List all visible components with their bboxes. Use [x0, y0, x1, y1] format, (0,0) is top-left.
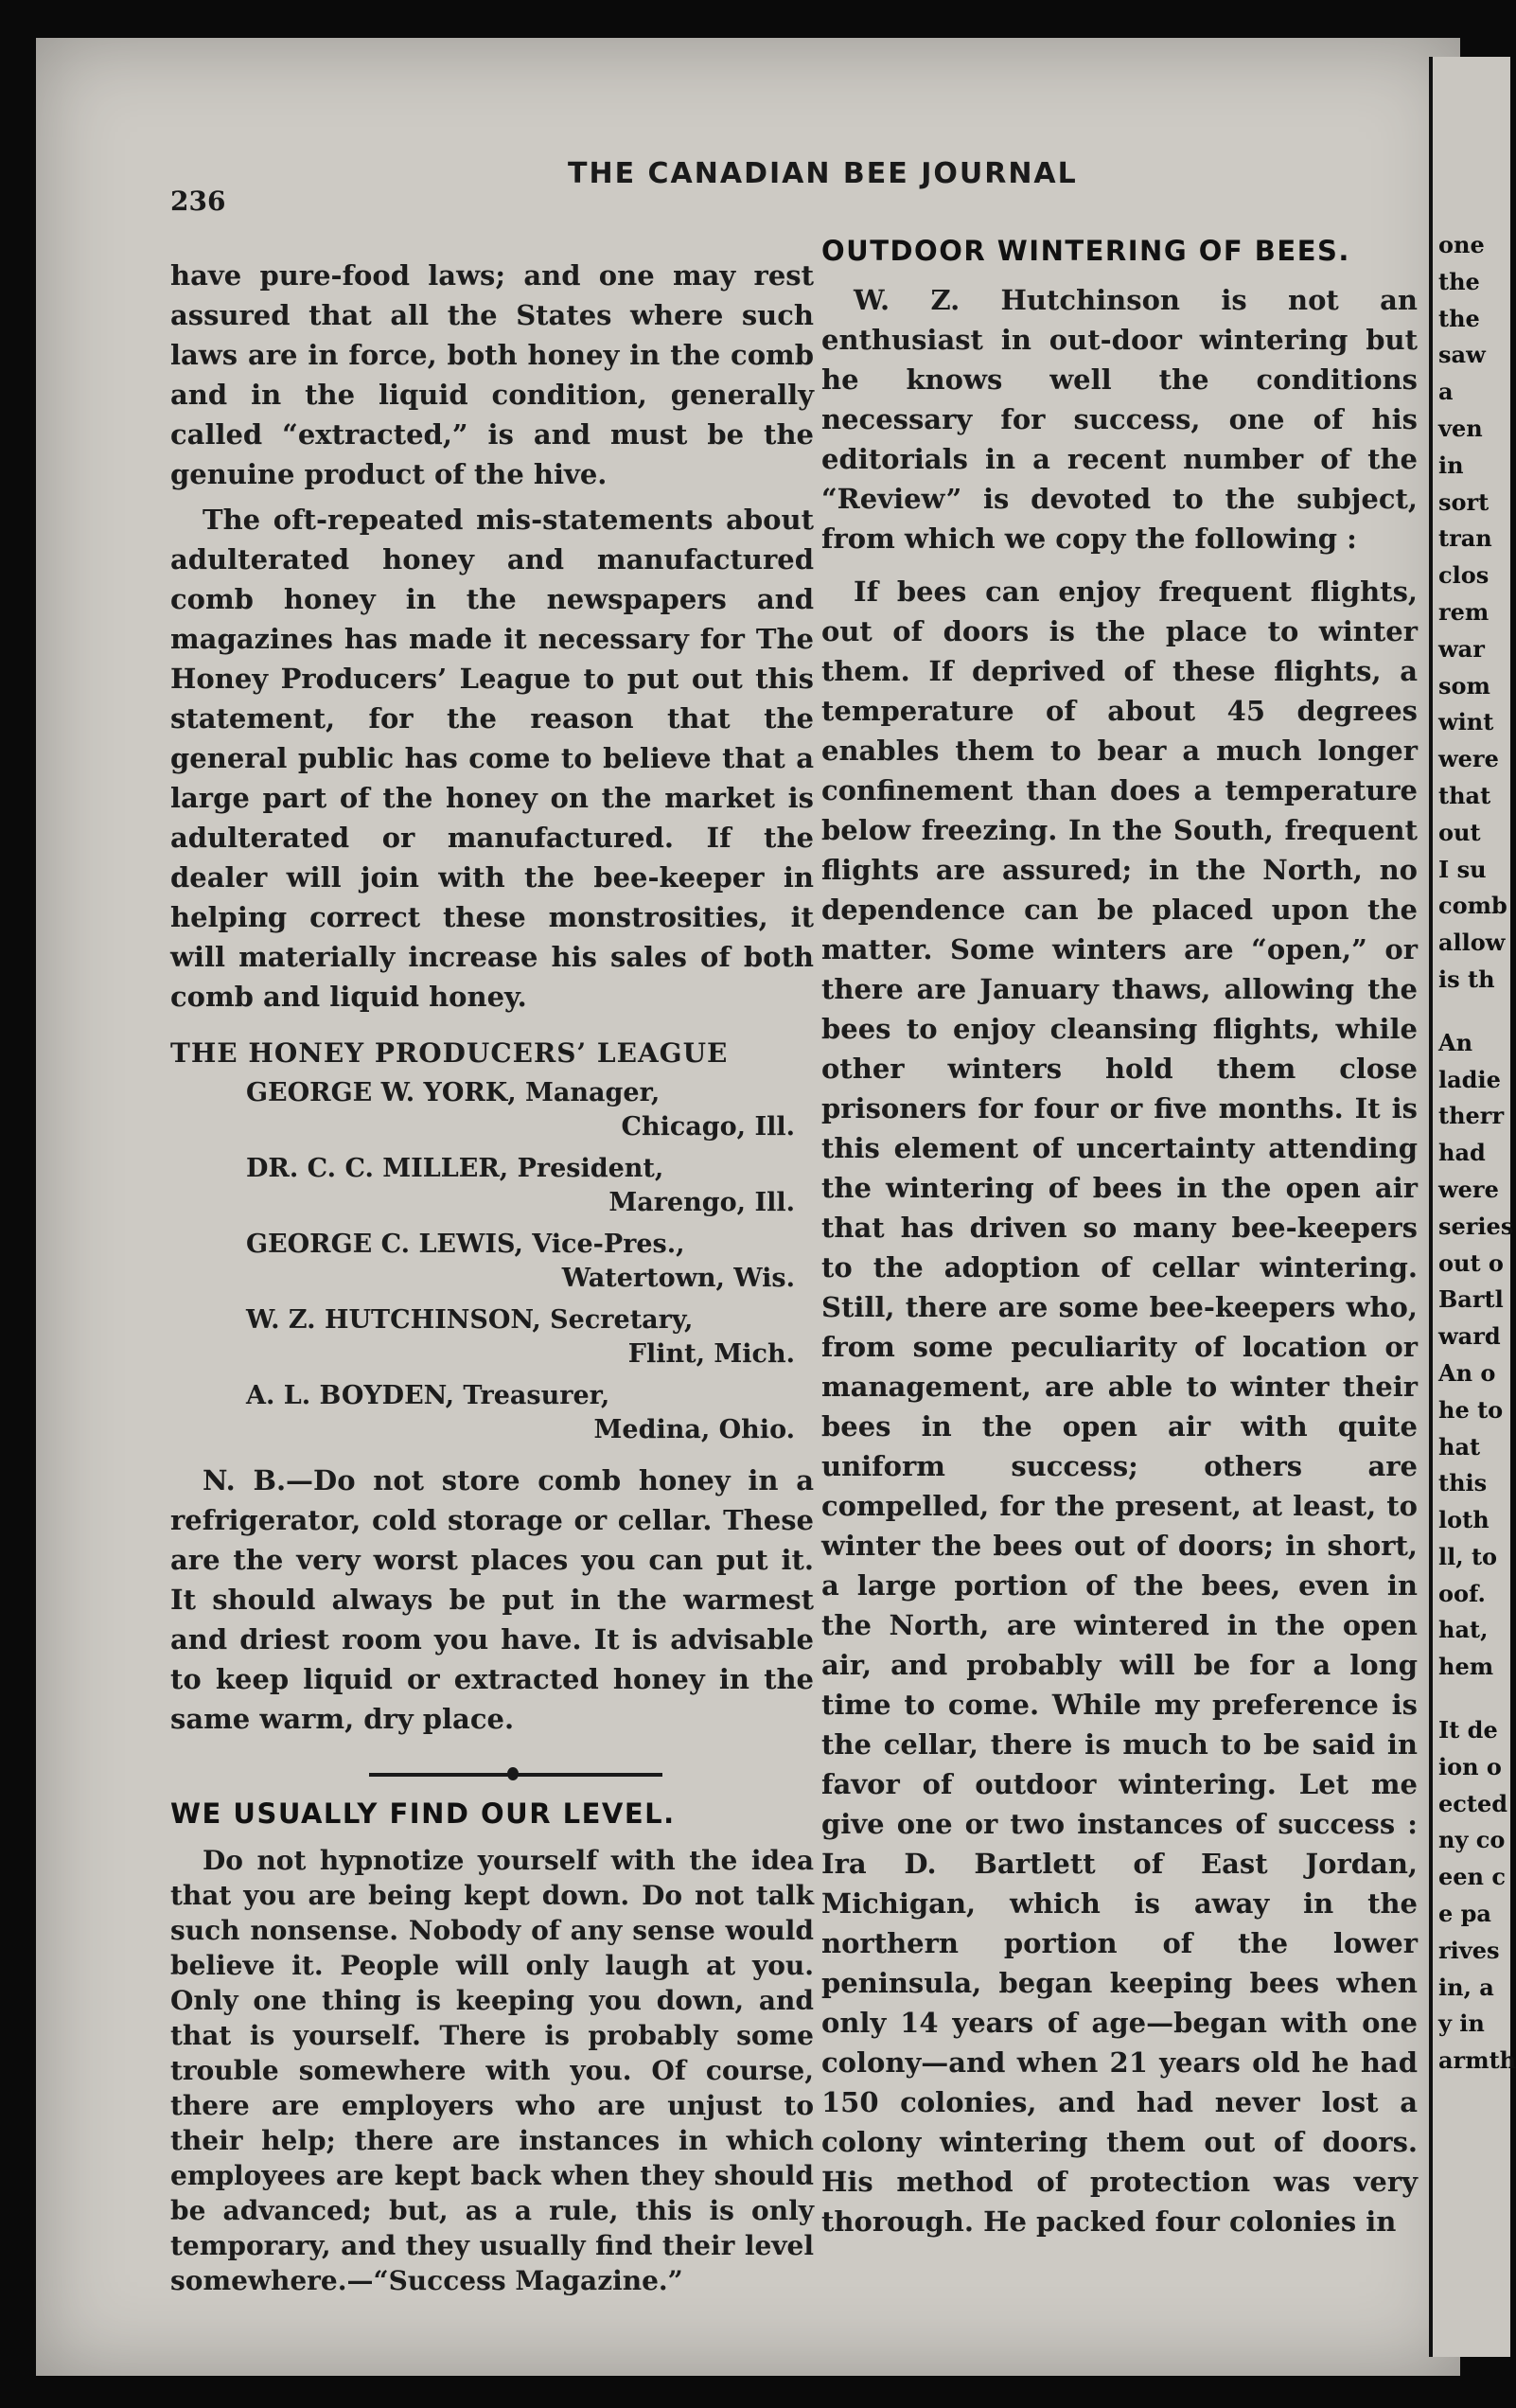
officer-entry [170, 1379, 814, 1447]
edge-line: I su [1438, 855, 1487, 883]
section-divider [170, 1760, 814, 1788]
edge-line: allow [1438, 929, 1506, 957]
officer-entry [170, 1228, 814, 1296]
edge-line: war [1438, 634, 1485, 663]
edge-line: comb [1438, 892, 1507, 920]
edge-line: were [1438, 745, 1499, 773]
edge-line: sort [1438, 487, 1490, 516]
edge-line: ladie [1438, 1065, 1501, 1093]
page-number: 236 [170, 186, 226, 217]
edge-line: saw [1438, 341, 1486, 369]
league-title: THE HONEY PRODUCERS’ LEAGUE [170, 1037, 729, 1069]
edge-line: series [1438, 1212, 1514, 1240]
edge-line: som [1438, 671, 1490, 699]
edge-line: one [1438, 231, 1485, 258]
officer-entry [170, 1076, 814, 1144]
edge-line: Bartl [1438, 1285, 1504, 1314]
paragraph-quote: If bees can enjoy frequent flights, out of doors is the place to winter them. If deprived of these flights, a temperature of about 45 degrees enables them to bear a much longer confinement than does a temperature below freezing. In the South, frequent flights are assured; in the North, no dependence can be placed upon the matter. Some winters are “open,” or there are January thaws, allowing the bees to enjoy cleansing flights, while other winters hold them close prisoners for four or five months. It is this element of uncertainty attending the wintering of bees in the open air that has driven so many bee-keepers to the adoption of cellar wintering. Still, there are some bee-keepers who, from some peculiarity of location or management, are able to winter their bees in the open air with quite uniform success; others are compelled, for the present, at least, to winter the bees out of doors; in short, a large portion of the bees, even in the North, are wintered in the open air, and probably will be for a long time to come. While my preference is the cellar, there is much to be said in favor of outdoor wintering. Let me give one or two instances of success : Ira D. Bartlett of East Jordan, Michigan, which is away in the northern portion of the lower peninsula, began keeping bees when only 14 years of age—began with one colony—and when 21 years old he had 150 colonies, and had never lost a colony wintering them out of doors. His method of protection was very thorough. He packed four colonies in [821, 575, 1418, 2238]
edge-line: ven [1438, 414, 1483, 442]
edge-line: It de [1438, 1716, 1498, 1744]
edge-line: in, a [1438, 1973, 1494, 2001]
edge-line: ected [1438, 1789, 1508, 1817]
edge-line: oof. [1438, 1579, 1486, 1607]
edge-line: tran [1438, 524, 1492, 553]
edge-line: rem [1438, 597, 1490, 626]
officer-name: GEORGE W. YORK, Manager, [246, 1078, 661, 1107]
edge-line: ll, to [1438, 1542, 1498, 1570]
edge-line: therr [1438, 1102, 1505, 1130]
edge-line: loth [1438, 1506, 1490, 1534]
officer-list [170, 1076, 814, 1447]
officer-entry [170, 1303, 814, 1372]
right-column [821, 235, 1418, 2241]
officer-place: Chicago, Ill. [621, 1112, 795, 1142]
edge-line: in [1438, 451, 1464, 479]
officer-place: Medina, Ohio. [593, 1415, 795, 1444]
paragraph-find-level: Do not hypnotize yourself with the idea that you are being kept down. Do not talk such nonsense. Nobody of any sense would believe it. People will only laugh at you. Only one thing is keeping you down, and that is yourself. There is probably some trouble somewhere with you. Of course, there are employers who are unjust to their help; there are instances in which employees are kept back when they should be advanced; but, as a rule, this is only temporary, and they usually find their level somewhere.—“Success Magazine.” [170, 1845, 814, 2296]
edge-line: the [1438, 304, 1480, 332]
paragraph-pure-food: have pure-food laws; and one may rest assured that all the States where such laws are in force, both honey in the comb and in the liquid condition, generally called “extracted,” is and must be the genuine product of the hive. [170, 259, 814, 490]
edge-line: were [1438, 1175, 1499, 1203]
edge-line: rives [1438, 1936, 1500, 1964]
paragraph-mis-statements: The oft-repeated mis-statements about adulterated honey and manufactured comb honey in the newspapers and magazines has made it necessary for The Honey Producers’ League to put out this statement, for the reason that the general public has come to believe that a large part of the honey on the market is adulterated or manufactured. If the dealer will join with the bee-keeper in helping correct these monstrosities, it will materially increase his sales of both comb and liquid honey. [170, 504, 814, 1013]
heading-find-level: WE USUALLY FIND OUR LEVEL. [170, 1797, 676, 1830]
edge-line: hat [1438, 1432, 1481, 1461]
edge-block-b [1433, 1025, 1514, 1686]
edge-line: the [1438, 267, 1480, 295]
paragraph-intro: W. Z. Hutchinson is not an enthusiast in out-door wintering but he knows well the conditions necessary for success, one of his editorials in a recent number of the “Review” is devoted to the subject, from which we copy the following : [821, 284, 1418, 555]
edge-line: had [1438, 1139, 1486, 1167]
officer-name: GEORGE C. LEWIS, Vice-Pres., [246, 1230, 685, 1259]
next-page-edge [1429, 57, 1516, 2357]
edge-line: An [1438, 1028, 1473, 1056]
edge-line: y in [1438, 2010, 1485, 2038]
edge-line: a [1438, 378, 1454, 406]
edge-line: ward [1438, 1322, 1501, 1351]
edge-line: e pa [1438, 1900, 1491, 1928]
heading-outdoor-wintering: OUTDOOR WINTERING OF BEES. [821, 235, 1350, 267]
edge-line: ion o [1438, 1752, 1502, 1780]
edge-line: een c [1438, 1863, 1506, 1891]
running-head: THE CANADIAN BEE JOURNAL [568, 157, 1078, 190]
edge-block-c [1433, 1712, 1516, 2080]
edge-line: is th [1438, 965, 1495, 993]
edge-line: ny co [1438, 1826, 1506, 1854]
edge-line: that [1438, 781, 1491, 809]
edge-line: out [1438, 818, 1481, 846]
officer-name: W. Z. HUTCHINSON, Secretary, [246, 1305, 694, 1335]
edge-line: clos [1438, 561, 1490, 590]
officer-place: Marengo, Ill. [608, 1188, 795, 1217]
officer-entry [170, 1152, 814, 1220]
paragraph-nota-bene: N. B.—Do not store comb honey in a refrigerator, cold storage or cellar. These are the very worst places you can put it. It should always be put in the warmest and driest room you have. It is advisable to keep liquid or extracted honey in the same warm, dry place. [170, 1464, 814, 1735]
edge-line: this [1438, 1469, 1488, 1497]
officer-name: A. L. BOYDEN, Treasurer, [246, 1381, 610, 1410]
edge-line: hem [1438, 1653, 1494, 1681]
divider-dot [507, 1767, 519, 1780]
officer-place: Watertown, Wis. [561, 1264, 795, 1293]
edge-line: out o [1438, 1248, 1504, 1277]
edge-line: hat, [1438, 1616, 1489, 1644]
officer-name: DR. C. C. MILLER, President, [246, 1154, 664, 1183]
edge-block-a [1433, 227, 1510, 999]
edge-line: wint [1438, 708, 1494, 736]
left-column [170, 256, 814, 2298]
edge-line: An o [1438, 1358, 1496, 1387]
officer-place: Flint, Mich. [627, 1339, 795, 1369]
edge-line: armth [1438, 2046, 1516, 2075]
edge-line: he to [1438, 1395, 1504, 1424]
